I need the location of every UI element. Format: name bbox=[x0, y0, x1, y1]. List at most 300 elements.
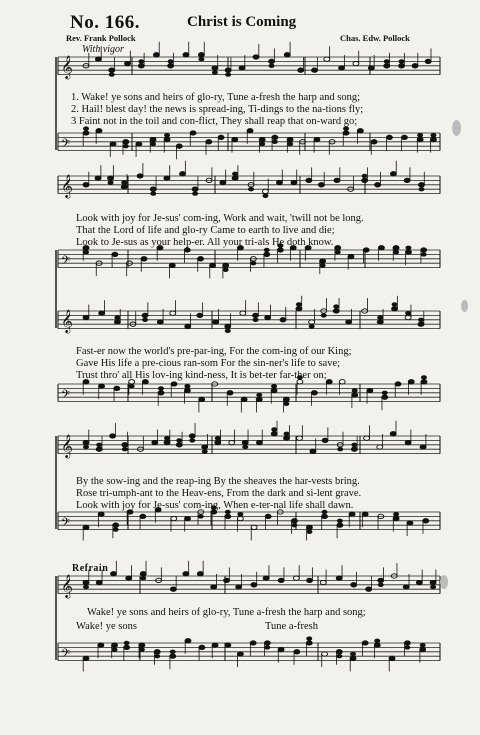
notehead bbox=[251, 583, 257, 587]
notehead bbox=[138, 59, 144, 63]
treble-clef-icon: 𝄞 bbox=[61, 433, 73, 458]
notehead bbox=[171, 516, 177, 520]
notehead bbox=[417, 137, 423, 141]
notehead bbox=[378, 583, 384, 587]
notehead bbox=[384, 64, 390, 68]
notehead bbox=[108, 176, 114, 180]
hymn-title: Christ is Coming bbox=[187, 14, 297, 30]
notehead bbox=[152, 440, 158, 444]
notehead bbox=[121, 180, 127, 184]
notehead bbox=[170, 650, 176, 654]
notehead bbox=[180, 172, 186, 176]
notehead bbox=[112, 647, 118, 651]
notehead bbox=[403, 585, 409, 589]
notehead bbox=[185, 639, 191, 643]
lyric-line: Gave His life a pre-cious ran-som For the sin-ner's life to save; bbox=[76, 358, 341, 369]
lyric-line: Fast-er now the world's pre-par-ing, For the com-ing of our King; bbox=[76, 346, 352, 357]
notehead bbox=[362, 174, 368, 178]
notehead bbox=[312, 68, 318, 72]
notehead bbox=[321, 514, 327, 518]
notehead bbox=[142, 318, 148, 322]
notehead bbox=[136, 142, 142, 146]
notehead bbox=[392, 307, 398, 311]
notehead bbox=[121, 185, 127, 189]
notehead bbox=[309, 324, 315, 328]
notehead bbox=[108, 180, 114, 184]
notehead bbox=[393, 250, 399, 254]
notehead bbox=[375, 183, 381, 187]
notehead bbox=[339, 66, 345, 70]
notehead bbox=[416, 580, 422, 584]
bass-clef-icon: 𝄢 bbox=[61, 254, 71, 271]
notehead bbox=[215, 436, 221, 440]
lyric-line: 2. Hail! blest day! the news is spread-ing, Ti-dings to the na-tions fly; bbox=[71, 104, 364, 115]
notehead bbox=[425, 59, 431, 63]
notehead bbox=[293, 576, 299, 580]
notehead bbox=[271, 388, 277, 392]
notehead bbox=[227, 391, 233, 395]
refrain-line-2a: Wake! ye sons bbox=[76, 621, 137, 632]
page-smudge bbox=[461, 300, 468, 312]
notehead bbox=[430, 137, 436, 141]
notehead bbox=[336, 650, 342, 654]
notehead bbox=[212, 70, 218, 74]
notehead bbox=[185, 516, 191, 520]
notehead bbox=[262, 189, 268, 193]
notehead bbox=[351, 447, 357, 451]
notehead bbox=[98, 643, 104, 647]
notehead bbox=[236, 585, 242, 589]
notehead bbox=[170, 311, 176, 315]
notehead bbox=[335, 250, 341, 254]
notehead bbox=[237, 516, 243, 520]
notehead bbox=[96, 447, 102, 451]
notehead bbox=[389, 656, 395, 660]
notehead bbox=[250, 261, 256, 265]
notehead bbox=[212, 643, 218, 647]
notehead bbox=[278, 647, 284, 651]
lyric-line: 3 Faint not in the toil and con-flict, They shall reap that on-ward go; bbox=[71, 116, 358, 127]
notehead bbox=[337, 447, 343, 451]
notehead bbox=[113, 523, 119, 527]
notehead bbox=[430, 133, 436, 137]
notehead bbox=[164, 133, 170, 137]
notehead bbox=[154, 654, 160, 658]
notehead bbox=[405, 246, 411, 250]
notehead bbox=[401, 135, 407, 139]
notehead bbox=[190, 131, 196, 135]
notehead bbox=[111, 572, 117, 576]
notehead bbox=[124, 641, 130, 645]
notehead bbox=[378, 578, 384, 582]
notehead bbox=[225, 68, 231, 72]
lyric-line: By the sow-ing and the reap-ing By the sheaves the har-vests bring. bbox=[76, 476, 360, 487]
bass-clef-icon: 𝄢 bbox=[61, 137, 71, 154]
notehead bbox=[176, 443, 182, 447]
notehead bbox=[377, 315, 383, 319]
lyric-system-1 bbox=[71, 92, 363, 128]
notehead bbox=[278, 578, 284, 582]
notehead bbox=[337, 519, 343, 523]
notehead bbox=[280, 318, 286, 322]
notehead bbox=[408, 380, 414, 384]
notehead bbox=[362, 641, 368, 645]
notehead bbox=[377, 445, 383, 449]
notehead bbox=[164, 137, 170, 141]
notehead bbox=[202, 445, 208, 449]
notehead bbox=[336, 576, 342, 580]
notehead bbox=[251, 525, 257, 529]
notehead bbox=[337, 523, 343, 527]
notehead bbox=[138, 64, 144, 68]
composer-credit: Chas. Edw. Pollock bbox=[340, 33, 410, 43]
notehead bbox=[322, 438, 328, 442]
notehead bbox=[109, 68, 115, 72]
notehead bbox=[271, 427, 277, 431]
notehead bbox=[421, 375, 427, 379]
notehead bbox=[343, 131, 349, 135]
notehead bbox=[418, 183, 424, 187]
notehead bbox=[198, 57, 204, 61]
lyric-line: That the Lord of life and glo-ry Came to earth to live and die; bbox=[76, 225, 335, 236]
notehead bbox=[242, 445, 248, 449]
notehead bbox=[283, 397, 289, 401]
notehead bbox=[215, 440, 221, 444]
notehead bbox=[192, 191, 198, 195]
notehead bbox=[189, 434, 195, 438]
notehead bbox=[276, 180, 282, 184]
notehead bbox=[199, 397, 205, 401]
page-smudge bbox=[440, 575, 448, 589]
notehead bbox=[404, 641, 410, 645]
notehead bbox=[211, 585, 217, 589]
notehead bbox=[374, 639, 380, 643]
notehead bbox=[150, 187, 156, 191]
notehead bbox=[362, 512, 368, 516]
notehead bbox=[122, 443, 128, 447]
notehead bbox=[291, 519, 297, 523]
lyric-system-4 bbox=[76, 476, 361, 512]
notehead bbox=[109, 72, 115, 76]
notehead bbox=[223, 263, 229, 267]
notehead bbox=[390, 432, 396, 436]
lyric-line: Trust thro' all His lov-ing kind-ness, It is bet-ter far-ther on; bbox=[76, 370, 327, 381]
notehead bbox=[256, 393, 262, 397]
notehead bbox=[123, 140, 129, 144]
notehead bbox=[306, 178, 312, 182]
notehead bbox=[83, 183, 89, 187]
notehead bbox=[256, 397, 262, 401]
notehead bbox=[154, 650, 160, 654]
notehead bbox=[150, 191, 156, 195]
notehead bbox=[291, 180, 297, 184]
notehead bbox=[306, 636, 312, 640]
notehead bbox=[206, 140, 212, 144]
notehead bbox=[83, 131, 89, 135]
notehead bbox=[124, 645, 130, 649]
hymn-number bbox=[70, 12, 140, 34]
notehead bbox=[404, 178, 410, 182]
notehead bbox=[141, 257, 147, 261]
lyric-line: Look with joy for Je-sus' com-ing, When e-ter-nal life shall dawn. bbox=[76, 500, 354, 511]
notehead bbox=[110, 434, 116, 438]
notehead bbox=[264, 252, 270, 256]
notehead bbox=[250, 641, 256, 645]
notehead bbox=[366, 587, 372, 591]
notehead bbox=[112, 643, 118, 647]
lyric-system-2 bbox=[76, 213, 364, 249]
treble-clef-icon: 𝄞 bbox=[61, 573, 73, 598]
notehead bbox=[352, 393, 358, 397]
notehead bbox=[284, 53, 290, 57]
notehead bbox=[296, 307, 302, 311]
notehead bbox=[314, 137, 320, 141]
notehead bbox=[98, 512, 104, 516]
notehead bbox=[283, 402, 289, 406]
notehead bbox=[298, 68, 304, 72]
notehead bbox=[310, 449, 316, 453]
notehead bbox=[153, 53, 159, 57]
notehead bbox=[420, 643, 426, 647]
notehead bbox=[122, 447, 128, 451]
staff bbox=[58, 176, 440, 194]
notehead bbox=[168, 59, 174, 63]
notehead bbox=[393, 246, 399, 250]
notehead bbox=[420, 647, 426, 651]
notehead bbox=[232, 172, 238, 176]
notehead bbox=[240, 311, 246, 315]
notehead bbox=[170, 587, 176, 591]
staff bbox=[58, 57, 440, 75]
notehead bbox=[140, 572, 146, 576]
notehead bbox=[265, 514, 271, 518]
lyric-line: Look to Je-sus as your help-er. All your tri-als He doth know. bbox=[76, 237, 334, 248]
notehead bbox=[212, 66, 218, 70]
treble-clef-icon: 𝄞 bbox=[61, 308, 73, 333]
notehead bbox=[99, 384, 105, 388]
notehead bbox=[404, 645, 410, 649]
notehead bbox=[168, 64, 174, 68]
notehead bbox=[176, 438, 182, 442]
notehead bbox=[213, 320, 219, 324]
notehead bbox=[253, 55, 259, 59]
notehead bbox=[114, 320, 120, 324]
notehead bbox=[197, 572, 203, 576]
notehead bbox=[164, 176, 170, 180]
notehead bbox=[225, 329, 231, 333]
notehead bbox=[284, 436, 290, 440]
notehead bbox=[150, 142, 156, 146]
notehead bbox=[368, 66, 374, 70]
notehead bbox=[297, 436, 303, 440]
notehead bbox=[418, 318, 424, 322]
notehead bbox=[96, 443, 102, 447]
notehead bbox=[264, 645, 270, 649]
notehead bbox=[421, 248, 427, 252]
notehead bbox=[225, 514, 231, 518]
notehead bbox=[126, 576, 132, 580]
notehead bbox=[265, 315, 271, 319]
notehead bbox=[333, 304, 339, 308]
notehead bbox=[170, 654, 176, 658]
notehead bbox=[157, 320, 163, 324]
notehead bbox=[350, 652, 356, 656]
notehead bbox=[253, 318, 259, 322]
notehead bbox=[137, 174, 143, 178]
notehead bbox=[351, 443, 357, 447]
notehead bbox=[363, 248, 369, 252]
notehead bbox=[263, 576, 269, 580]
lyric-line: Look with joy for Je-sus' com-ing, Work and wait, 'twill not be long. bbox=[76, 213, 364, 224]
notehead bbox=[307, 578, 313, 582]
notehead bbox=[256, 440, 262, 444]
notehead bbox=[320, 580, 326, 584]
hymn-number-label: No. bbox=[70, 12, 100, 33]
notehead bbox=[262, 194, 268, 198]
notehead bbox=[112, 252, 118, 256]
notehead bbox=[364, 436, 370, 440]
notehead bbox=[357, 129, 363, 133]
notehead bbox=[405, 440, 411, 444]
notehead bbox=[158, 386, 164, 390]
notehead bbox=[202, 449, 208, 453]
notehead bbox=[176, 144, 182, 148]
notehead bbox=[421, 252, 427, 256]
notehead bbox=[239, 66, 245, 70]
notehead bbox=[247, 129, 253, 133]
notehead bbox=[232, 137, 238, 141]
notehead bbox=[129, 384, 135, 388]
notehead bbox=[349, 512, 355, 516]
notehead bbox=[350, 656, 356, 660]
notehead bbox=[395, 382, 401, 386]
bass-clef-icon: 𝄢 bbox=[61, 516, 71, 533]
notehead bbox=[393, 512, 399, 516]
notehead bbox=[198, 53, 204, 57]
notehead bbox=[353, 61, 359, 65]
notehead bbox=[420, 445, 426, 449]
refrain-line-1: Wake! ye sons and heirs of glo-ry, Tune a-fresh the harp and song; bbox=[87, 607, 366, 618]
notehead bbox=[405, 311, 411, 315]
notehead bbox=[320, 263, 326, 267]
notehead bbox=[306, 641, 312, 645]
notehead bbox=[405, 250, 411, 254]
notehead bbox=[253, 313, 259, 317]
notehead bbox=[96, 580, 102, 584]
notehead bbox=[184, 384, 190, 388]
refrain-label: Refrain bbox=[72, 563, 109, 574]
notehead bbox=[291, 523, 297, 527]
notehead bbox=[296, 302, 302, 306]
hymn-number-value: 166. bbox=[104, 12, 140, 33]
notehead bbox=[83, 525, 89, 529]
notehead bbox=[390, 172, 396, 176]
notehead bbox=[113, 527, 119, 531]
notehead bbox=[412, 64, 418, 68]
notehead bbox=[95, 57, 101, 61]
notehead bbox=[320, 259, 326, 263]
notehead bbox=[224, 578, 230, 582]
notehead bbox=[259, 142, 265, 146]
notehead bbox=[399, 59, 405, 63]
notehead bbox=[417, 133, 423, 137]
notehead bbox=[139, 647, 145, 651]
notehead bbox=[223, 268, 229, 272]
notehead bbox=[418, 322, 424, 326]
notehead bbox=[83, 656, 89, 660]
notehead bbox=[242, 440, 248, 444]
notehead bbox=[367, 388, 373, 392]
notehead bbox=[309, 320, 315, 324]
notehead bbox=[430, 585, 436, 589]
notehead bbox=[140, 576, 146, 580]
notehead bbox=[225, 324, 231, 328]
notehead bbox=[405, 315, 411, 319]
notehead bbox=[169, 263, 175, 267]
notehead bbox=[418, 187, 424, 191]
notehead bbox=[407, 521, 413, 525]
treble-clef-icon: 𝄞 bbox=[61, 173, 73, 198]
notehead bbox=[241, 397, 247, 401]
notehead bbox=[83, 585, 89, 589]
notehead bbox=[382, 395, 388, 399]
notehead bbox=[351, 583, 357, 587]
notehead bbox=[197, 313, 203, 317]
notehead bbox=[114, 386, 120, 390]
notehead bbox=[284, 432, 290, 436]
notehead bbox=[199, 645, 205, 649]
bass-clef-icon: 𝄢 bbox=[61, 647, 71, 664]
notehead bbox=[384, 59, 390, 63]
notehead bbox=[229, 440, 235, 444]
notehead bbox=[287, 137, 293, 141]
notehead bbox=[142, 313, 148, 317]
notehead bbox=[198, 257, 204, 261]
notehead bbox=[377, 320, 383, 324]
notehead bbox=[374, 643, 380, 647]
notehead bbox=[198, 514, 204, 518]
notehead bbox=[271, 432, 277, 436]
notehead bbox=[248, 187, 254, 191]
notehead bbox=[189, 438, 195, 442]
notehead bbox=[321, 313, 327, 317]
notehead bbox=[318, 183, 324, 187]
notehead bbox=[336, 654, 342, 658]
notehead bbox=[237, 512, 243, 516]
notehead bbox=[83, 315, 89, 319]
notehead bbox=[184, 388, 190, 392]
notehead bbox=[334, 178, 340, 182]
notehead bbox=[232, 176, 238, 180]
notehead bbox=[220, 180, 226, 184]
notehead bbox=[378, 246, 384, 250]
notehead bbox=[225, 72, 231, 76]
notehead bbox=[271, 384, 277, 388]
refrain-line-2b: Tune a-fresh bbox=[265, 621, 318, 632]
notehead bbox=[324, 57, 330, 61]
notehead bbox=[322, 652, 328, 656]
notehead bbox=[306, 530, 312, 534]
notehead bbox=[123, 144, 129, 148]
notehead bbox=[218, 135, 224, 139]
notehead bbox=[125, 61, 131, 65]
notehead bbox=[96, 129, 102, 133]
notehead bbox=[237, 652, 243, 656]
notehead bbox=[164, 436, 170, 440]
notehead bbox=[264, 641, 270, 645]
notehead bbox=[272, 140, 278, 144]
notehead bbox=[164, 440, 170, 444]
